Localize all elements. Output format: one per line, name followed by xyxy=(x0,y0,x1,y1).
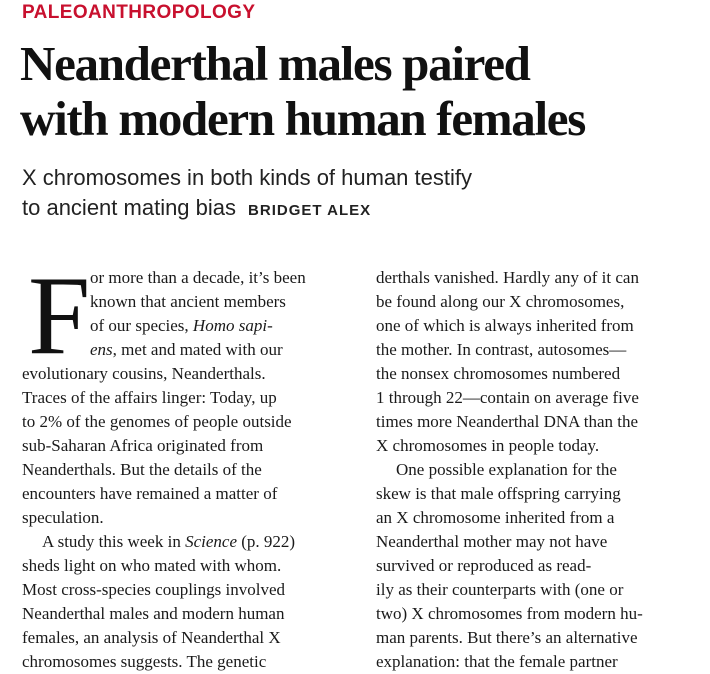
text-line: man parents. But there’s an alternative xyxy=(376,628,638,647)
text-line: ily as their counterparts with (one or xyxy=(376,580,624,599)
text-line: the nonsex chromosomes numbered xyxy=(376,364,621,383)
dek-line-2 xyxy=(22,193,702,226)
italic-text: Homo sapi- xyxy=(192,316,273,335)
headline-line-1: Neanderthal males paired xyxy=(20,36,530,91)
text-line: sub-Saharan Africa originated from xyxy=(22,436,264,455)
text-span: , met and mated with our xyxy=(112,340,283,359)
text-line: X chromosomes in people today. xyxy=(376,436,600,455)
article-column-right xyxy=(376,266,708,674)
text-line: the mother. In contrast, autosomes— xyxy=(376,340,627,359)
text-line: Most cross-species couplings involved xyxy=(22,580,285,599)
text-line: known that ancient members xyxy=(90,292,286,311)
text-line: to 2% of the genomes of people outside xyxy=(22,412,292,431)
text-line: explanation: that the female partner xyxy=(376,652,618,671)
text-line: an X chromosome inherited from a xyxy=(376,508,615,527)
text-line: one of which is always inherited from xyxy=(376,316,634,335)
text-line: 1 through 22—contain on average five xyxy=(376,388,639,407)
text-line: females, an analysis of Neanderthal X xyxy=(22,628,281,647)
text-line: sheds light on who mated with whom. xyxy=(22,556,282,575)
article-column-left xyxy=(22,254,352,674)
text-line: evolutionary cousins, Neanderthals. xyxy=(22,364,266,383)
text-line: survived or reproduced as read- xyxy=(376,556,592,575)
text-line: skew is that male offspring carrying xyxy=(376,484,621,503)
text-line xyxy=(22,530,352,554)
text-line: derthals vanished. Hardly any of it can xyxy=(376,268,639,287)
text-line: two) X chromosomes from modern hu- xyxy=(376,604,643,623)
text-line: Neanderthals. But the details of the xyxy=(22,460,262,479)
dek-line-1: X chromosomes in both kinds of human testify xyxy=(22,165,472,190)
text-line: Neanderthal mother may not have xyxy=(376,532,608,551)
text-line: be found along our X chromosomes, xyxy=(376,292,625,311)
italic-text: Science xyxy=(185,532,237,551)
text-span: of our species, xyxy=(90,316,193,335)
dek-line-2-text: to ancient mating bias xyxy=(22,195,237,220)
text-line: or more than a decade, it’s been xyxy=(90,268,306,287)
drop-cap: F xyxy=(28,254,91,378)
text-line: chromosomes suggests. The genetic xyxy=(22,652,267,671)
text-line: Traces of the affairs linger: Today, up xyxy=(22,388,277,407)
text-line: times more Neanderthal DNA than the xyxy=(376,412,639,431)
text-span: (p. 922) xyxy=(237,532,296,551)
headline-line-2: with modern human females xyxy=(20,91,586,146)
text-line: Neanderthal males and modern human xyxy=(22,604,285,623)
dek xyxy=(22,163,702,226)
text-line: encounters have remained a matter of xyxy=(22,484,278,503)
italic-text: ens xyxy=(90,340,113,359)
headline xyxy=(20,36,700,146)
text-line: One possible explanation for the xyxy=(396,460,617,479)
text-line: speculation. xyxy=(22,508,104,527)
section-label: PALEOANTHROPOLOGY xyxy=(22,2,256,23)
text-span: A study this week in xyxy=(42,532,186,551)
byline: BRIDGET ALEX xyxy=(248,202,372,219)
